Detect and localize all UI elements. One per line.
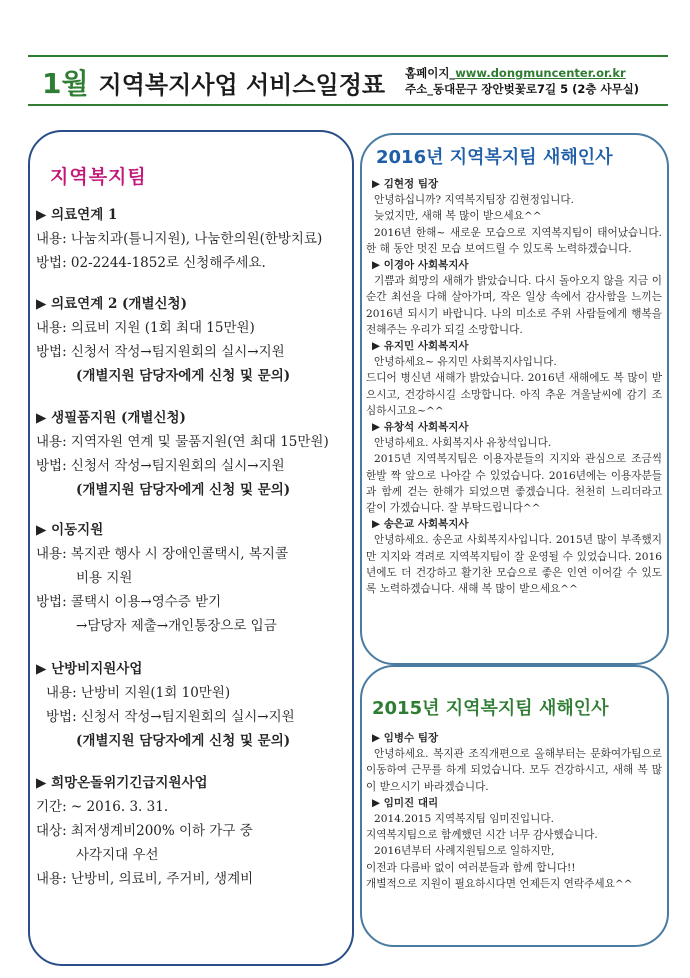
title-text: 지역복지사업 서비스일정표	[98, 71, 386, 99]
header-info	[405, 65, 639, 97]
section-title: ▶ 의료연계 2 (개별신청)	[36, 296, 187, 312]
staff-name: ▶ 유창석 사회복지사	[372, 421, 469, 434]
section-heating	[36, 657, 295, 753]
section-emergency	[36, 771, 253, 891]
staff-name: ▶ 송은교 사회복지사	[372, 518, 469, 531]
greeting-text: 안녕하세요. 복지관 조직개편으로 올해부터는 문화여가팀으로 이동하여 근무를 하게 되었습니다. 모두 건강하시고, 새해 복 많이 받으시기 바라겠습니다.	[366, 748, 662, 793]
section-line: 방법: 신청서 작성→팀지원회의 실시→지원	[36, 344, 285, 360]
address-text: 주소_동대문구 장안벚꽃로7길 5 (2층 사무실)	[405, 82, 640, 96]
greetings-2016-heading: 2016년 지역복지팀 새해인사	[376, 147, 613, 168]
greetings-2016-body	[366, 176, 662, 597]
section-line: 내용: 의료비 지원 (1회 최대 15만원)	[36, 320, 255, 336]
greeting-text: 지역복지팀으로 함께했던 시간 너무 감사했습니다.	[366, 829, 598, 842]
section-title: ▶ 생필품지원 (개별신청)	[36, 410, 186, 426]
greeting-text: 기쁨과 희망의 새해가 밝았습니다. 다시 돌아오지 않을 지금 이 순간 최선을 다해 살아가며, 작은 일상 속에서 감사함을 느끼는 2016년 되시기 바랍니다. 나의 미소로 주위 사람들에게 행복을 전해주는 우리가 되길 소망합니다.	[366, 275, 662, 336]
section-line: 방법: 신청서 작성→팀지원회의 실시→지원	[46, 709, 295, 725]
section-necessities	[36, 406, 329, 502]
left-heading: 지역복지팀	[50, 166, 147, 188]
section-line: 내용: 나눔치과(틀니지원), 나눔한의원(한방치료)	[36, 231, 323, 247]
page-title	[42, 62, 385, 102]
section-title: ▶ 의료연계 1	[36, 207, 118, 223]
section-line: 내용: 복지관 행사 시 장애인콜택시, 복지콜	[36, 546, 288, 562]
section-line: 방법: 신청서 작성→팀지원회의 실시→지원	[36, 458, 285, 474]
section-transport	[36, 518, 288, 638]
greeting-text: 안녕하세요. 송은교 사회복지사입니다. 2015년 많이 부족했지만 지지와 격려로 지역복지팀이 잘 운영될 수 있었습니다. 2016년에도 더 건강하고 활기찬 모습으로 좋은 인연 이어갈 수 있도록 노력하겠습니다. 새해 복 많이 받으세요^^	[366, 534, 662, 596]
section-note: (개별지원 담당자에게 신청 및 문의)	[76, 482, 291, 498]
section-line: 내용: 난방비, 의료비, 주거비, 생계비	[36, 871, 254, 887]
greeting-text: 2016년 한해~ 새로운 모습으로 지역복지팀이 태어났습니다. 한 해 동안 멋진 모습 보여드릴 수 있도록 노력하겠습니다.	[366, 226, 662, 255]
section-title: ▶ 희망온돌위기긴급지원사업	[36, 775, 208, 791]
section-line: 내용: 난방비 지원(1회 10만원)	[46, 685, 231, 701]
staff-name: ▶ 김현정 팀장	[372, 178, 439, 190]
staff-name: ▶ 임미진 대리	[372, 796, 439, 809]
greeting-text: 2014.2015 지역복지팀 임미진입니다.	[374, 813, 554, 826]
section-title: ▶ 난방비지원사업	[36, 661, 143, 677]
section-line: 사각지대 우선	[76, 847, 159, 863]
greeting-text: 이전과 다름바 없이 여러분들과 함께 합니다!!	[366, 861, 576, 874]
section-line: 비용 지원	[76, 570, 133, 586]
month-label: 1월	[42, 67, 89, 100]
greeting-text: 2016년부터 사례지원팀으로 일하지만,	[374, 845, 555, 858]
section-line: 방법: 02-2244-1852로 신청해주세요.	[36, 255, 266, 271]
greeting-text: 안녕하세요. 사회복지사 유창석입니다.	[374, 437, 552, 450]
greeting-text: 드디어 병신년 새해가 밝았습니다. 2016년 새해에도 복 많이 받으시고, 건강하시길 소망합니다. 아직 추운 겨울날씨에 감기 조심하시고요~^^	[366, 372, 662, 417]
section-medical-2	[36, 292, 290, 388]
section-line: 기간: ~ 2016. 3. 31.	[36, 799, 169, 815]
section-note: (개별지원 담당자에게 신청 및 문의)	[76, 733, 291, 749]
section-note: (개별지원 담당자에게 신청 및 문의)	[76, 368, 291, 384]
greeting-text: 안녕하십니까? 지역복지팀장 김현정입니다.	[374, 194, 574, 207]
section-line: →담당자 제출→개인통장으로 입금	[76, 618, 277, 634]
section-line: 방법: 콜택시 이용→영수증 받기	[36, 594, 222, 610]
greetings-2015-heading: 2015년 지역복지팀 새해인사	[372, 698, 609, 719]
section-title: ▶ 이동지원	[36, 522, 104, 538]
staff-name: ▶ 유지민 사회복지사	[372, 340, 469, 353]
section-line: 내용: 지역자원 연계 및 물품지원(연 최대 15만원)	[36, 434, 329, 450]
staff-name: ▶ 이경아 사회복지사	[372, 259, 469, 272]
section-line: 대상: 최저생계비200% 이하 가구 중	[36, 823, 253, 839]
greeting-text: 안녕하세요~ 유지민 사회복지사입니다.	[374, 356, 557, 369]
greeting-text: 2015년 지역복지팀은 이용자분들의 지지와 관심으로 조금씩 한발 짝 앞으로 나아갈 수 있었습니다. 2016년에는 이용자분들과 함께 걷는 한해가 되었으면 좋겠습니다. 천천히 느리더라고 같이 가겠습니다. 잘 부탁드립니다^^	[366, 453, 662, 515]
header-top-rule	[28, 55, 668, 57]
header-bottom-rule	[28, 104, 668, 106]
greetings-2015-body	[366, 730, 662, 892]
homepage-label: 홈페이지_	[405, 66, 456, 80]
staff-name: ▶ 임병수 팀장	[372, 732, 439, 744]
greeting-text: 개별적으로 지원이 필요하시다면 언제든지 연락주세요^^	[366, 877, 633, 890]
greeting-text: 늦었지만, 새해 복 많이 받으세요^^	[374, 210, 542, 223]
section-medical-1	[36, 203, 322, 275]
homepage-link[interactable]: www.dongmuncenter.or.kr	[455, 66, 626, 80]
